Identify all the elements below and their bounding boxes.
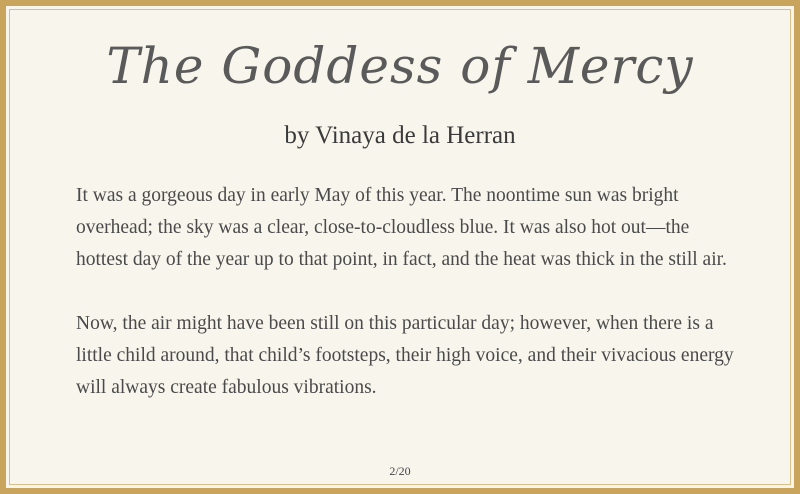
page-number: 2/20 — [389, 464, 411, 478]
book-title: The Goddess of Mercy — [106, 37, 694, 95]
paragraph: It was a gorgeous day in early May of this year. The noontime sun was bright overhead; the sky was a clear, close-to-cloudless blue. It was also hot out—the hottest day of the year up to that point, in fact, and the heat was thick in the still air. — [76, 185, 727, 270]
page-body — [76, 180, 736, 436]
paragraph: Now, the air might have been still on this particular day; however, when there is a little child around, that child’s footsteps, their high voice, and their vivacious energy will always create fabulous vibrations. — [76, 313, 734, 398]
author-byline: by Vinaya de la Herran — [284, 122, 516, 149]
